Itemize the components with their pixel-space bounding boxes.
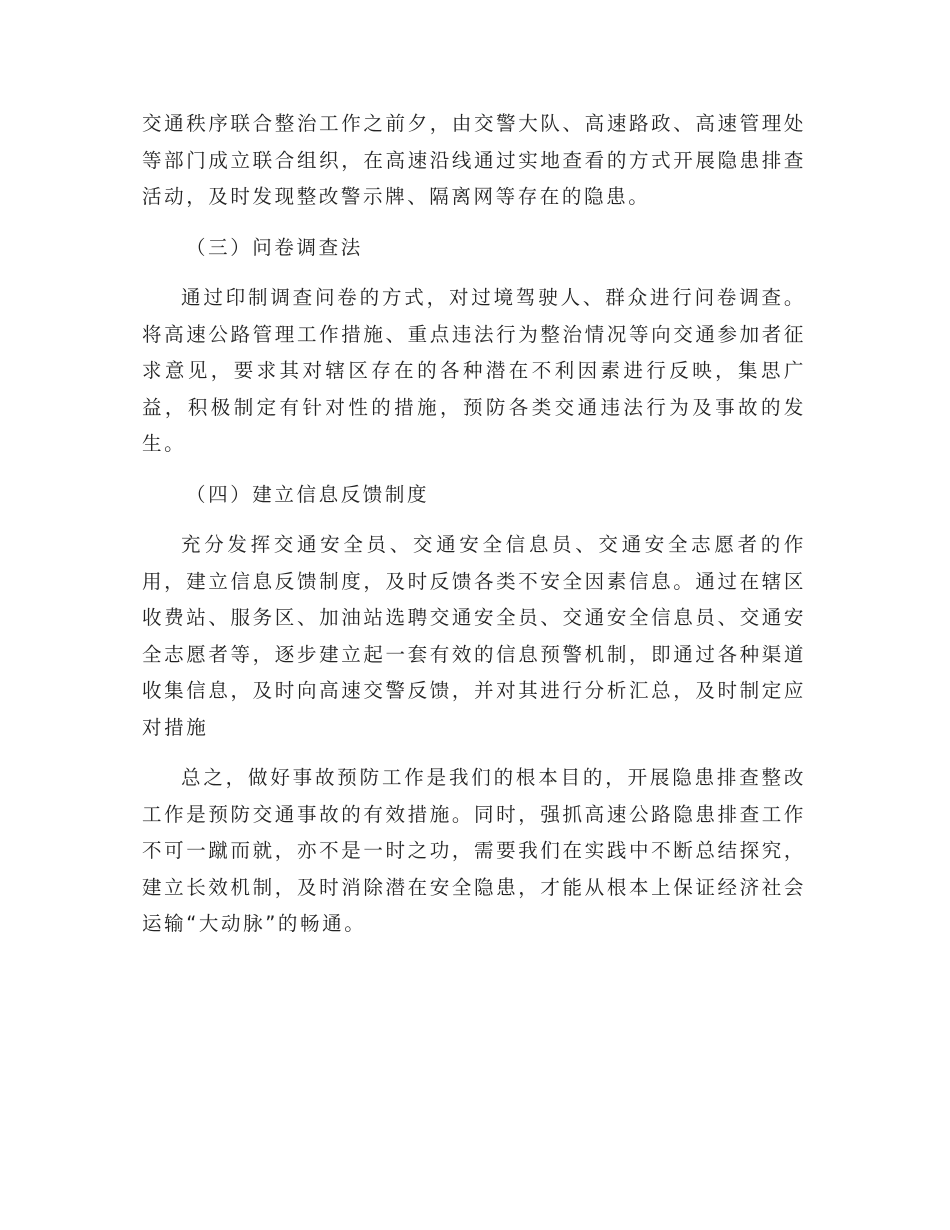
paragraph-joint-inspection: 交通秩序联合整治工作之前夕，由交警大队、高速路政、高速管理处等部门成立联合组织，在高速沿线通过实地查看的方式开展隐患排查活动，及时发现整改警示牌、隔离网等存在的隐患。	[142, 112, 806, 208]
paragraph-questionnaire: 通过印制调查问卷的方式，对过境驾驶人、群众进行问卷调查。将高速公路管理工作措施、重点违法行为整治情况等向交通参加者征求意见，要求其对辖区存在的各种潜在不利因素进行反映，集思广益，积极制定有针对性的措施，预防各类交通违法行为及事故的发生。	[142, 286, 806, 455]
document-body	[142, 106, 806, 943]
section-heading-feedback-system: （四）建立信息反馈制度	[186, 482, 430, 506]
paragraph-feedback-system: 充分发挥交通安全员、交通安全信息员、交通安全志愿者的作用，建立信息反馈制度，及时反馈各类不安全因素信息。通过在辖区收费站、服务区、加油站选聘交通安全员、交通安全信息员、交通安全志愿者等，逐步建立起一套有效的信息预警机制，即通过各种渠道收集信息，及时向高速交警反馈，并对其进行分析汇总，及时制定应对措施	[142, 533, 806, 739]
paragraph-conclusion: 总之，做好事故预防工作是我们的根本目的，开展隐患排查整改工作是预防交通事故的有效措施。同时，强抓高速公路隐患排查工作不可一蹴而就，亦不是一时之功，需要我们在实践中不断总结探究，建立长效机制，及时消除潜在安全隐患，才能从根本上保证经济社会运输“大动脉”的畅通。	[142, 766, 806, 935]
section-heading-questionnaire: （三）问卷调查法	[186, 235, 363, 259]
